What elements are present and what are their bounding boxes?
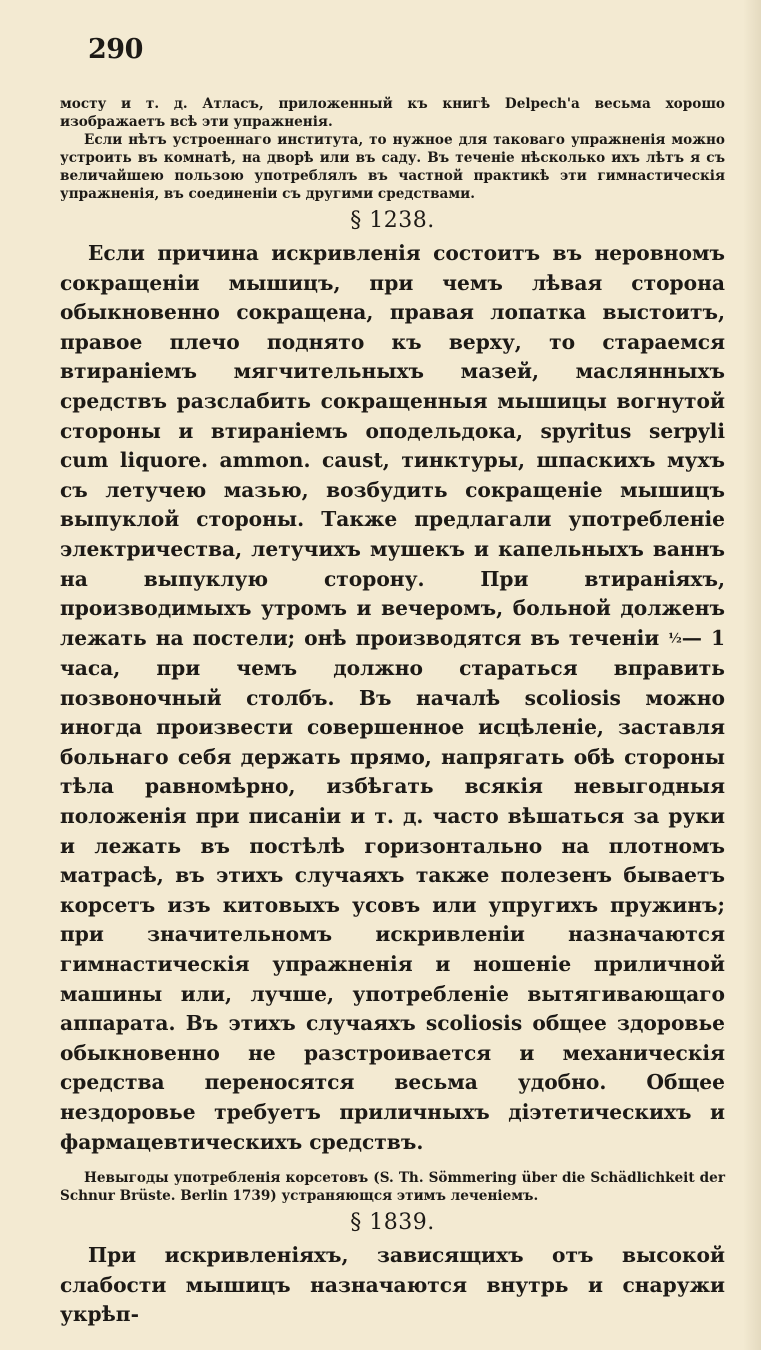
note-paragraph: Если нѣтъ устроеннаго института, то нужное для таковаго упражненія можно устроить въ комнатѣ, на дворѣ или въ саду. Въ теченіе нѣсколько ихъ лѣтъ я съ величайшею пользою употреблялъ въ частной практикѣ эти гимнастическія упражненія, въ соединеніи съ другими средствами. (60, 132, 725, 202)
note-paragraph: мосту и т. д. Атласъ, приложенный къ книгѣ Delpech'а весьма хорошо изображаетъ всѣ эти упражненія. (60, 96, 725, 130)
body-text-part: Если причина искривленія состоитъ въ неровномъ сокращеніи мышицъ, при чемъ лѣвая сторона обыкновенно сокращена, правая лопатка выстоитъ, правое плечо поднято къ верху, то стараемся втираніемъ мягчительныхъ мазей, маслянныхъ средствъ разслабить сокращенныя мышицы вогнутой стороны и втираніемъ оподельдока, spyritus serpyli cum liquore. ammon. caust, тинктуры, шпаскихъ мухъ съ летучею мазью, возбудить сокращеніе мышицъ выпуклой стороны. Также предлагали употребленіе электричества, летучихъ мушекъ и капельныхъ ваннъ на выпуклую сторону. При втираніяхъ, производимыхъ утромъ и вечеромъ, больной долженъ лежать на постели; онѣ производятся въ теченіи (60, 241, 725, 650)
body-paragraph (60, 239, 725, 1157)
top-note (60, 95, 725, 203)
page-number: 290 (88, 34, 143, 65)
section-body (60, 239, 725, 1157)
body-text-part: — 1 часа, при чемъ должно стараться вправить позвоночный столбъ. Въ началѣ scoliosis можно иногда произвести совершенное исцѣленіе, заставля больнаго себя держать прямо, напрягать обѣ стороны тѣла равномѣрно, избѣгать всякія невыгодныя положенія при писаніи и т. д. часто вѣшаться за руки и лежать въ постѣлѣ горизонтально на плотномъ матрасѣ, въ этихъ случаяхъ также полезенъ бываетъ корсетъ изъ китовыхъ усовъ или упругихъ пружинъ; при значительномъ искривленіи назначаются гимнастическія упражненія и ношеніе приличной машины или, лучше, употребленіе вытягивающаго аппарата. Въ этихъ случаяхъ scoliosis общее здоровье обыкновенно не разстроивается и механическія средства переносятся весьма удобно. Общее нездоровье требуетъ приличныхъ діэтетическихъ и фармацевтическихъ средствъ. (60, 625, 726, 1154)
section-heading: § 1839. (350, 1210, 435, 1236)
section-body (60, 1241, 725, 1330)
body-paragraph: При искривленіяхъ, зависящихъ отъ высокой слабости мышицъ назначаются внутрь и снаружи укрѣп- (60, 1243, 725, 1327)
footnote: Невыгоды употребленія корсетовъ (S. Th. Sömmering über die Schädlichkeit der Schnur Brüste. Berlin 1739) устраняющся этимъ леченіемъ. (60, 1170, 725, 1205)
section-heading: § 1238. (350, 208, 435, 233)
fraction: ½ (668, 631, 682, 647)
page-edge-shadow (743, 0, 761, 1350)
